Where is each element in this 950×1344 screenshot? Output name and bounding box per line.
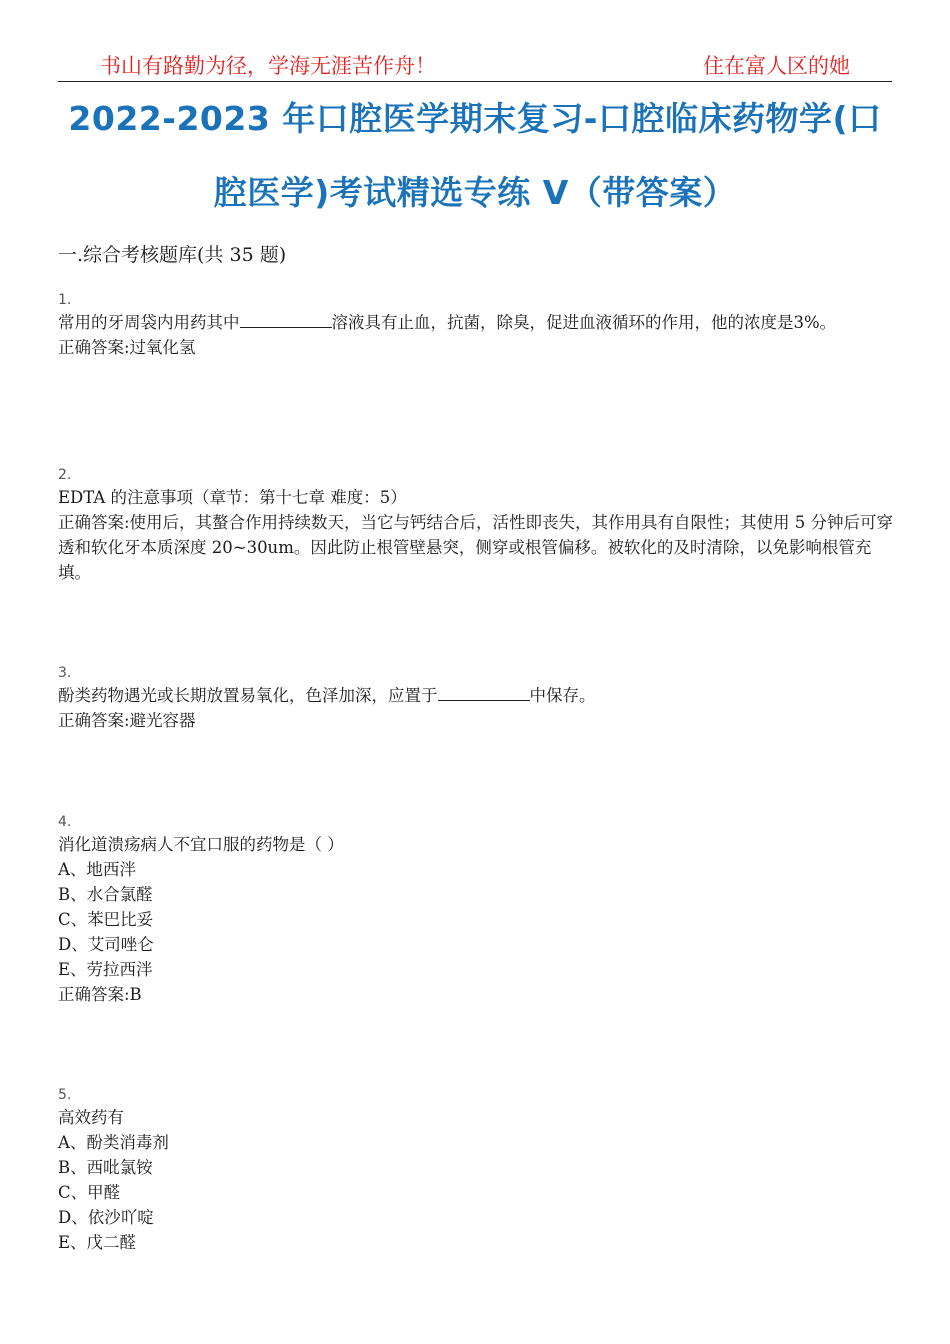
question-text: [58, 310, 900, 335]
header-right-slogan: 住在富人区的她: [703, 54, 850, 78]
question-number: 2.: [58, 467, 72, 483]
question-option: B、西吡氯铵: [58, 1158, 153, 1177]
question-option: B、水合氯醛: [58, 885, 153, 904]
fill-in-blank: [438, 684, 530, 701]
question-text: EDTA 的注意事项（章节：第十七章 难度：5）: [58, 488, 407, 507]
question-text-after: 溶液具有止血，抗菌，除臭，促进血液循环的作用，他的浓度是3%。: [331, 313, 837, 332]
question-text: [58, 683, 900, 708]
question-answer: 正确答案:避光容器: [58, 711, 196, 730]
question-item: [58, 290, 900, 465]
question-text-before: 常用的牙周袋内用药其中: [58, 313, 240, 332]
document-title: [60, 82, 890, 230]
title-line-1: 2022-2023 年口腔医学期末复习-口腔临床药物学(口: [68, 99, 882, 138]
question-number: 4.: [58, 814, 72, 830]
question-option: A、酚类消毒剂: [58, 1133, 169, 1152]
question-option: A、地西泮: [58, 860, 136, 879]
question-option: D、艾司唑仑: [58, 935, 154, 954]
question-text-after: 中保存。: [529, 686, 596, 705]
question-answer: 正确答案:B: [58, 985, 142, 1004]
question-number: 3.: [58, 665, 72, 681]
question-option: E、戊二醛: [58, 1233, 137, 1252]
question-number: 5.: [58, 1087, 72, 1103]
question-text: 消化道溃疡病人不宜口服的药物是（ ）: [58, 835, 344, 854]
question-option: E、劳拉西泮: [58, 960, 153, 979]
question-list: [58, 290, 900, 1255]
page-header: [58, 48, 892, 82]
title-line-2: 腔医学)考试精选专练 V（带答案）: [213, 173, 737, 212]
question-option: C、苯巴比妥: [58, 910, 154, 929]
question-item: [58, 465, 900, 663]
question-option: C、甲醛: [58, 1183, 121, 1202]
fill-in-blank: [240, 311, 332, 328]
question-answer: 正确答案:过氧化氢: [58, 338, 196, 357]
question-text: 高效药有: [58, 1108, 124, 1127]
question-option: D、依沙吖啶: [58, 1208, 154, 1227]
question-answer: 正确答案:使用后，其螯合作用持续数天，当它与钙结合后，活性即丧失，其作用具有自限性；其使用 5 分钟后可穿透和软化牙本质深度 20~30um。因此防止根管壁悬突，侧穿或根管偏移。被软化的及时清除，以免影响根管充填。: [58, 513, 894, 582]
question-item: [58, 812, 900, 1085]
question-text-before: 酚类药物遇光或长期放置易氧化，色泽加深，应置于: [58, 686, 438, 705]
header-left-slogan: 书山有路勤为径，学海无涯苦作舟！: [100, 54, 436, 78]
question-number: 1.: [58, 292, 72, 308]
question-item: [58, 663, 900, 812]
section-heading: 一.综合考核题库(共 35 题): [58, 244, 287, 266]
question-item: [58, 1085, 900, 1255]
